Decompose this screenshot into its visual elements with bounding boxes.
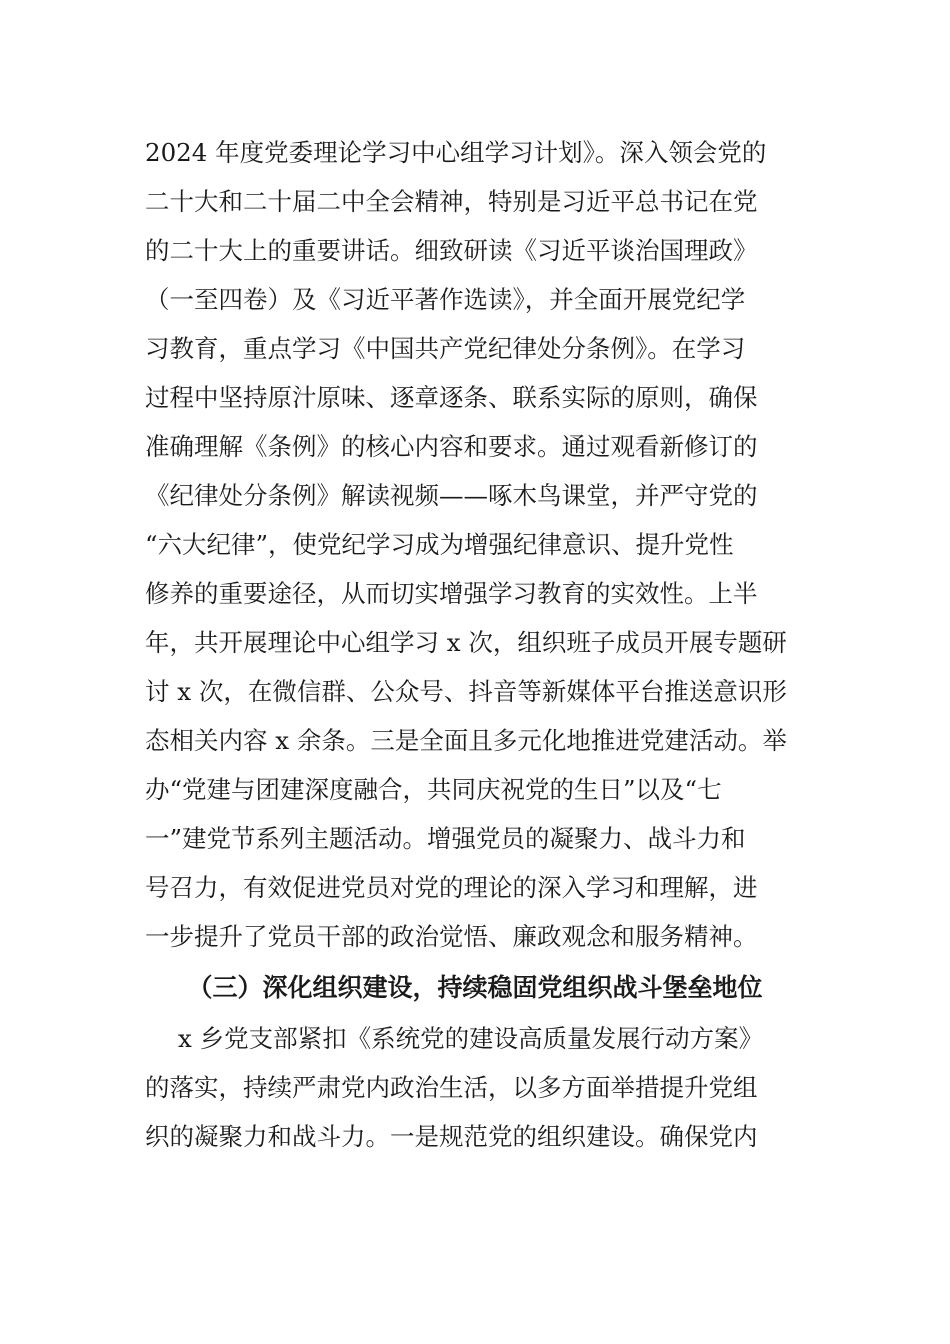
text-line: 讨 x 次，在微信群、公众号、抖音等新媒体平台推送意识形 <box>145 677 787 706</box>
text-line: 修养的重要途径，从而切实增强学习教育的实效性。上半 <box>145 579 758 608</box>
text-line: 过程中坚持原汁原味、逐章逐条、联系实际的原则，确保 <box>145 383 758 412</box>
text-line: 准确理解《条例》的核心内容和要求。通过观看新修订的 <box>145 432 758 461</box>
text-line: x 乡党支部紧扣《系统党的建设高质量发展行动方案》 <box>178 1024 764 1053</box>
text-line: 一”建党节系列主题活动。增强党员的凝聚力、战斗力和 <box>145 824 746 853</box>
text-line: 织的凝聚力和战斗力。一是规范党的组织建设。确保党内 <box>145 1122 758 1151</box>
text-line: 一步提升了党员干部的政治觉悟、廉政观念和服务精神。 <box>145 922 758 951</box>
text-line: 年，共开展理论中心组学习 x 次，组织班子成员开展专题研 <box>145 628 787 657</box>
text-line: 2024 年度党委理论学习中心组学习计划》。深入领会党的 <box>145 138 767 167</box>
text-line: （一至四卷）及《习近平著作选读》，并全面开展党纪学 <box>145 285 746 314</box>
text-line: 号召力，有效促进党员对党的理论的深入学习和理解，进 <box>145 873 758 902</box>
text-line: 的落实，持续严肃党内政治生活，以多方面举措提升党组 <box>145 1073 758 1102</box>
text-line: 办“党建与团建深度融合，共同庆祝党的生日”以及“七 <box>145 775 722 804</box>
text-line: 态相关内容 x 余条。三是全面且多元化地推进党建活动。举 <box>145 726 787 755</box>
text-line: 的二十大上的重要讲话。细致研读《习近平谈治国理政》 <box>145 236 758 265</box>
section-heading: （三）深化组织建设，持续稳固党组织战斗堡垒地位 <box>187 973 763 1002</box>
text-line: 习教育，重点学习《中国共产党纪律处分条例》。在学习 <box>145 334 746 363</box>
text-line: “六大纪律”，使党纪学习成为增强纪律意识、提升党性 <box>145 530 734 559</box>
text-line: 《纪律处分条例》解读视频——啄木鸟课堂，并严守党的 <box>145 481 758 510</box>
text-line: 二十大和二十届二中全会精神，特别是习近平总书记在党 <box>145 187 758 216</box>
